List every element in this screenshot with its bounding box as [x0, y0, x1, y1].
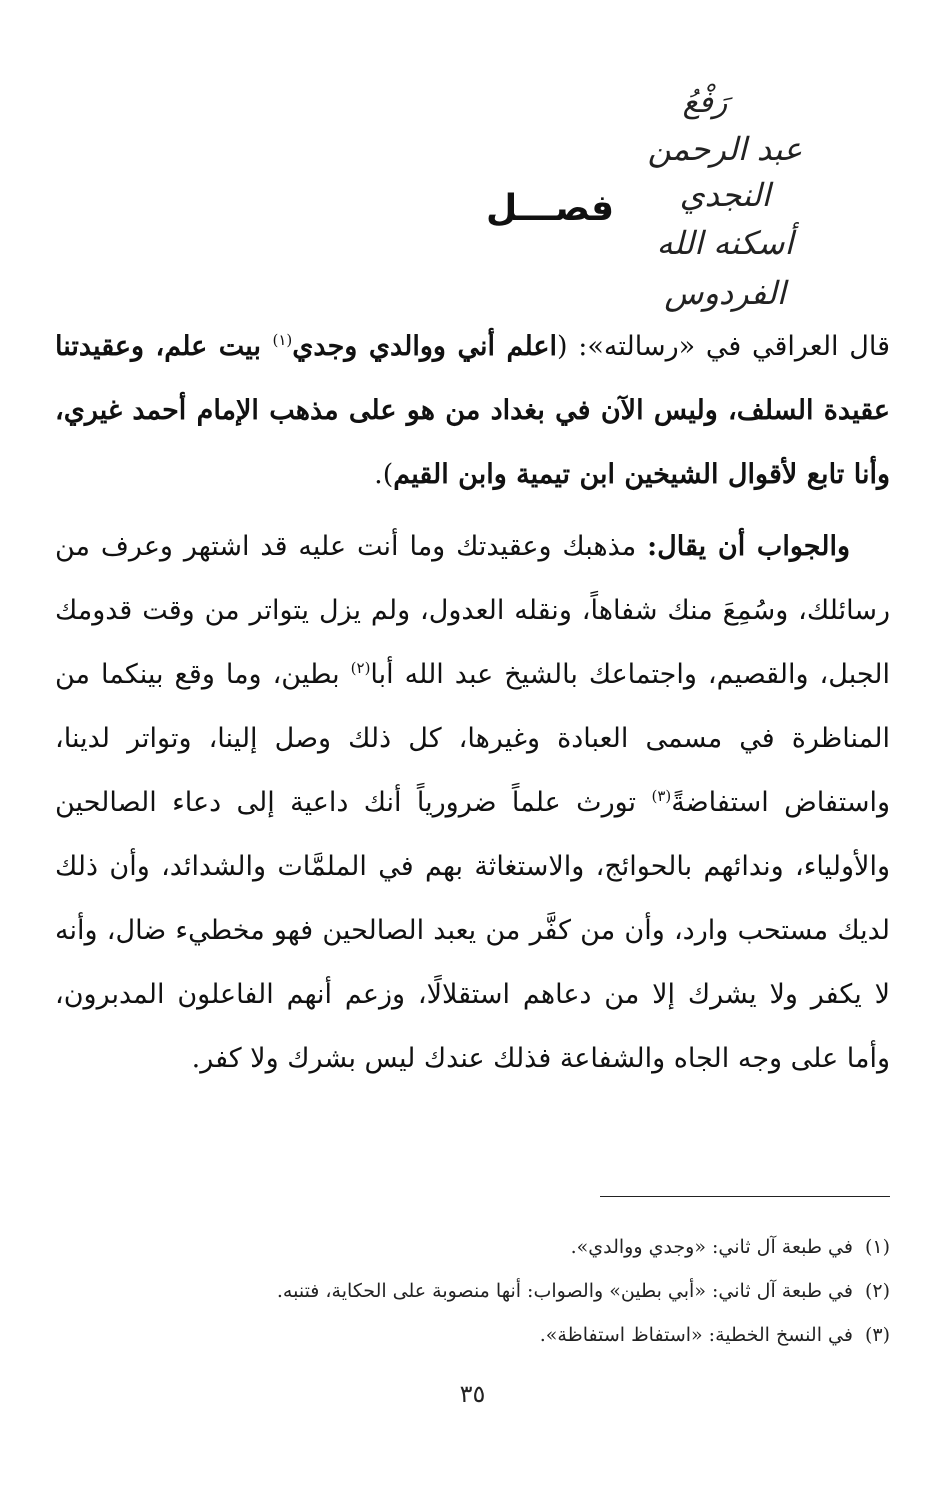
footnote-1 [55, 1225, 890, 1269]
stamp-line-2: عبد الرحمن النجدي [647, 130, 803, 214]
footnote-ref-2[interactable]: (٢) [350, 659, 371, 677]
p2-text-b: بطين، وما وقع بينكما من المناظرة في مسمى العبادة وغيرها، كل ذلك وصل إلينا، وتواتر لدينا، واستفاض استفاضةً [55, 659, 890, 818]
footnotes [55, 1225, 890, 1357]
footnote-text: في طبعة آل ثاني: «وجدي ووالدي». [570, 1236, 853, 1258]
footnote-text: في طبعة آل ثاني: «أبي بطين» والصواب: أنها منصوبة على الحكاية، فتنبه. [276, 1280, 853, 1302]
footnote-2 [55, 1269, 890, 1313]
footnote-number: (٣) [864, 1324, 890, 1346]
p2-text-c: تورث علماً ضرورياً أنك داعية إلى دعاء الصالحين والأولياء، وندائهم بالحوائج، والاستغاثة بهم في الملمَّات والشدائد، وأن ذلك لديك مستحب وارد، وأن من كفَّر من يعبد الصالحين فهو مخطيء ضال، وأنه لا يكفر ولا يشرك إلا من دعاهم استقلالًا، وزعم أنهم الفاعلون المدبرون، وأما على وجه الجاه والشفاعة فذلك عندك ليس بشرك ولا كفر. [55, 787, 890, 1074]
stamp-line-3: أسكنه الله الفردوس [656, 224, 794, 312]
footnote-3 [55, 1313, 890, 1357]
footnote-ref-3[interactable]: (٣) [651, 787, 672, 805]
stamp-line-1: رَفْعُ [682, 85, 728, 120]
quote-bold-2: بيت علم، وعقيدتنا عقيدة السلف، وليس الآن في بغداد من هو على مذهب الإمام أحمد غيري، وأنا تابع لأقوال الشيخين ابن تيمية وابن القيم [55, 331, 890, 490]
calligraphy-stamp [600, 80, 850, 318]
footnote-number: (٢) [864, 1280, 890, 1302]
paragraph-2 [55, 515, 890, 1091]
main-text [55, 315, 890, 1091]
quote-bold-1: اعلم أني ووالدي وجدي [292, 331, 558, 362]
footnote-number: (١) [864, 1236, 890, 1258]
paragraph-1 [55, 315, 890, 507]
answer-lead: والجواب أن يقال: [647, 531, 850, 562]
footnote-ref-1[interactable]: (١) [272, 331, 293, 349]
section-title: فصـــل [485, 188, 615, 229]
footnote-text: في النسخ الخطية: «استفاظ استفاظة». [539, 1324, 853, 1346]
p1-close: ). [374, 459, 394, 490]
p2-text-a: مذهبك وعقيدتك وما أنت عليه قد اشتهر وعرف من رسائلك، وسُمِعَ منك شفاهاً، ونقله العدول، ولم يزل يتواتر من وقت قدومك الجبل، والقصيم، واجتماعك بالشيخ عبد الله أبا [55, 531, 891, 690]
footnote-divider [600, 1196, 890, 1197]
page-number: ٣٥ [459, 1380, 486, 1408]
p1-intro: قال العراقي في «رسالته»: ( [557, 331, 891, 362]
